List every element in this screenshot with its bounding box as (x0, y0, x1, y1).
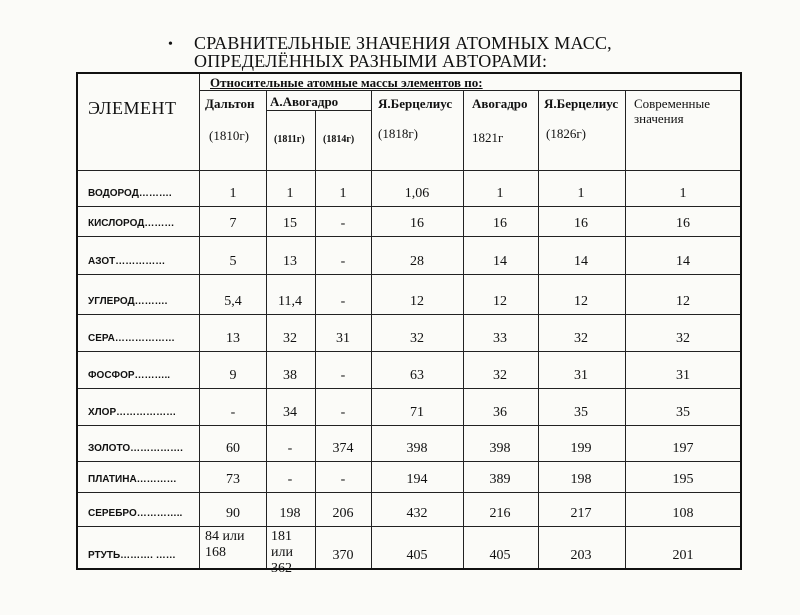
header-berzelius-1826-year: (1826г) (546, 126, 586, 141)
table-cell: 73 (226, 472, 240, 487)
table-cell: 198 (279, 506, 301, 521)
header-berzelius-1818-year: (1818г) (378, 126, 418, 141)
table-cell: - (340, 472, 346, 487)
header-modern: Современные значения (634, 96, 710, 126)
row-divider (266, 110, 371, 111)
table-cell: 32 (410, 331, 424, 346)
title-line-2: ОПРЕДЕЛЁННЫХ РАЗНЫМИ АВТОРАМИ: (194, 51, 548, 71)
table-cell: 1 (577, 186, 585, 201)
table-cell: 31 (336, 331, 350, 346)
row-divider (78, 236, 740, 237)
table-cell: 203 (570, 548, 592, 563)
row-divider (78, 388, 740, 389)
col-divider (538, 90, 539, 568)
row-divider (78, 206, 740, 207)
table-cell: 35 (676, 405, 690, 420)
row-divider (78, 425, 740, 426)
table-cell: 32 (283, 331, 297, 346)
table-cell: 12 (493, 294, 507, 309)
table-cell: 38 (283, 368, 297, 383)
table-cell: 374 (332, 441, 354, 456)
table-cell: 13 (283, 254, 297, 269)
table-cell: 34 (283, 405, 297, 420)
table-cell: 33 (493, 331, 507, 346)
element-name: УГЛЕРОД………. (88, 296, 168, 307)
table-cell: 1 (229, 186, 237, 201)
table-cell: - (287, 441, 293, 456)
table-cell: 13 (226, 331, 240, 346)
col-divider (371, 90, 372, 568)
group-header: Относительные атомные массы элементов по: (210, 75, 483, 90)
table-cell: 32 (493, 368, 507, 383)
header-berzelius-1826: Я.Берцелиус (544, 96, 619, 111)
element-name: СЕРА……………… (88, 333, 175, 344)
table-cell: 398 (406, 441, 428, 456)
element-name: ФОСФОР……….. (88, 370, 171, 381)
table-cell: 197 (672, 441, 694, 456)
element-name: СЕРЕБРО………….. (88, 508, 183, 519)
table-cell: 31 (676, 368, 690, 383)
header-dalton: Дальтон (205, 96, 255, 111)
element-name: РТУТЬ………. …… (88, 550, 176, 561)
table-cell: 195 (672, 472, 694, 487)
table-cell: 389 (489, 472, 511, 487)
table-cell: - (340, 368, 346, 383)
table-cell: 60 (226, 441, 240, 456)
table-cell: - (340, 405, 346, 420)
header-avogadro-year2: (1814г) (323, 134, 355, 145)
table-cell: 32 (574, 331, 588, 346)
table-cell: 181 или 362 (271, 529, 293, 576)
table-cell: 90 (226, 506, 240, 521)
table-cell: 398 (489, 441, 511, 456)
row-divider (78, 526, 740, 527)
header-avogadro-1821: Авогадро (472, 96, 528, 111)
table-cell: 432 (406, 506, 428, 521)
element-name: ПЛАТИНА………… (88, 474, 177, 485)
table-cell: 16 (493, 216, 507, 231)
table-cell: 217 (570, 506, 592, 521)
table-cell: 108 (672, 506, 694, 521)
header-berzelius-1818: Я.Берцелиус (378, 96, 453, 111)
header-avogadro-1821-year: 1821г (472, 130, 504, 145)
table-cell: 1 (679, 186, 687, 201)
element-name: ВОДОРОД………. (88, 188, 172, 199)
header-dalton-year: (1810г) (209, 128, 249, 143)
table-cell: 201 (672, 548, 694, 563)
table-cell: 84 или 168 (205, 529, 245, 560)
element-header: ЭЛЕМЕНТ (88, 98, 177, 118)
row-divider (78, 492, 740, 493)
table-cell: 216 (489, 506, 511, 521)
table-cell: 71 (410, 405, 424, 420)
table-cell: 35 (574, 405, 588, 420)
table-cell: 11,4 (278, 294, 302, 309)
table-cell: - (230, 405, 236, 420)
element-name: АЗОТ…………… (88, 256, 166, 267)
element-name: ХЛОР……………… (88, 407, 177, 418)
table-cell: 32 (676, 331, 690, 346)
table-cell: 198 (570, 472, 592, 487)
table-cell: 14 (574, 254, 588, 269)
row-divider (78, 170, 740, 171)
row-divider (78, 314, 740, 315)
element-name: ЗОЛОТО……………. (88, 443, 183, 454)
table-cell: 63 (410, 368, 424, 383)
row-divider (78, 274, 740, 275)
table-cell: 12 (574, 294, 588, 309)
table-cell: - (287, 472, 293, 487)
table-cell: 14 (493, 254, 507, 269)
table-cell: 14 (676, 254, 690, 269)
table-cell: 1 (286, 186, 294, 201)
row-divider (78, 461, 740, 462)
col-divider (199, 74, 200, 568)
table-cell: 199 (570, 441, 592, 456)
table-cell: 1,06 (404, 186, 430, 201)
col-divider (463, 90, 464, 568)
table-cell: 405 (489, 548, 511, 563)
table-cell: 12 (676, 294, 690, 309)
header-avogadro-year1: (1811г) (274, 134, 305, 145)
table-cell: 16 (410, 216, 424, 231)
table-cell: 16 (574, 216, 588, 231)
table-cell: 1 (496, 186, 504, 201)
table-cell: 16 (676, 216, 690, 231)
table-cell: 405 (406, 548, 428, 563)
atomic-mass-table (76, 72, 742, 576)
header-avogadro: А.Авогадро (270, 94, 339, 109)
table-cell: 194 (406, 472, 428, 487)
title-bullet: • (168, 37, 174, 52)
row-divider (78, 351, 740, 352)
table-cell: 15 (283, 216, 297, 231)
table-cell: 28 (410, 254, 424, 269)
table-cell: - (340, 294, 346, 309)
table-cell: 12 (410, 294, 424, 309)
table-cell: 5 (229, 254, 237, 269)
table-cell: 206 (332, 506, 354, 521)
document-title (168, 34, 688, 70)
table-cell: - (340, 254, 346, 269)
table-cell: 370 (332, 548, 354, 563)
table-cell: 7 (229, 216, 237, 231)
table-cell: 31 (574, 368, 588, 383)
table-cell: 1 (339, 186, 347, 201)
element-name: КИСЛОРОД……… (88, 218, 175, 229)
title-line-1: СРАВНИТЕЛЬНЫЕ ЗНАЧЕНИЯ АТОМНЫХ МАСС, (194, 33, 612, 53)
table-cell: 9 (229, 368, 237, 383)
table-cell: 5,4 (224, 294, 242, 309)
table-cell: - (340, 216, 346, 231)
col-divider (625, 90, 626, 568)
col-divider (266, 90, 267, 568)
table-cell: 36 (493, 405, 507, 420)
